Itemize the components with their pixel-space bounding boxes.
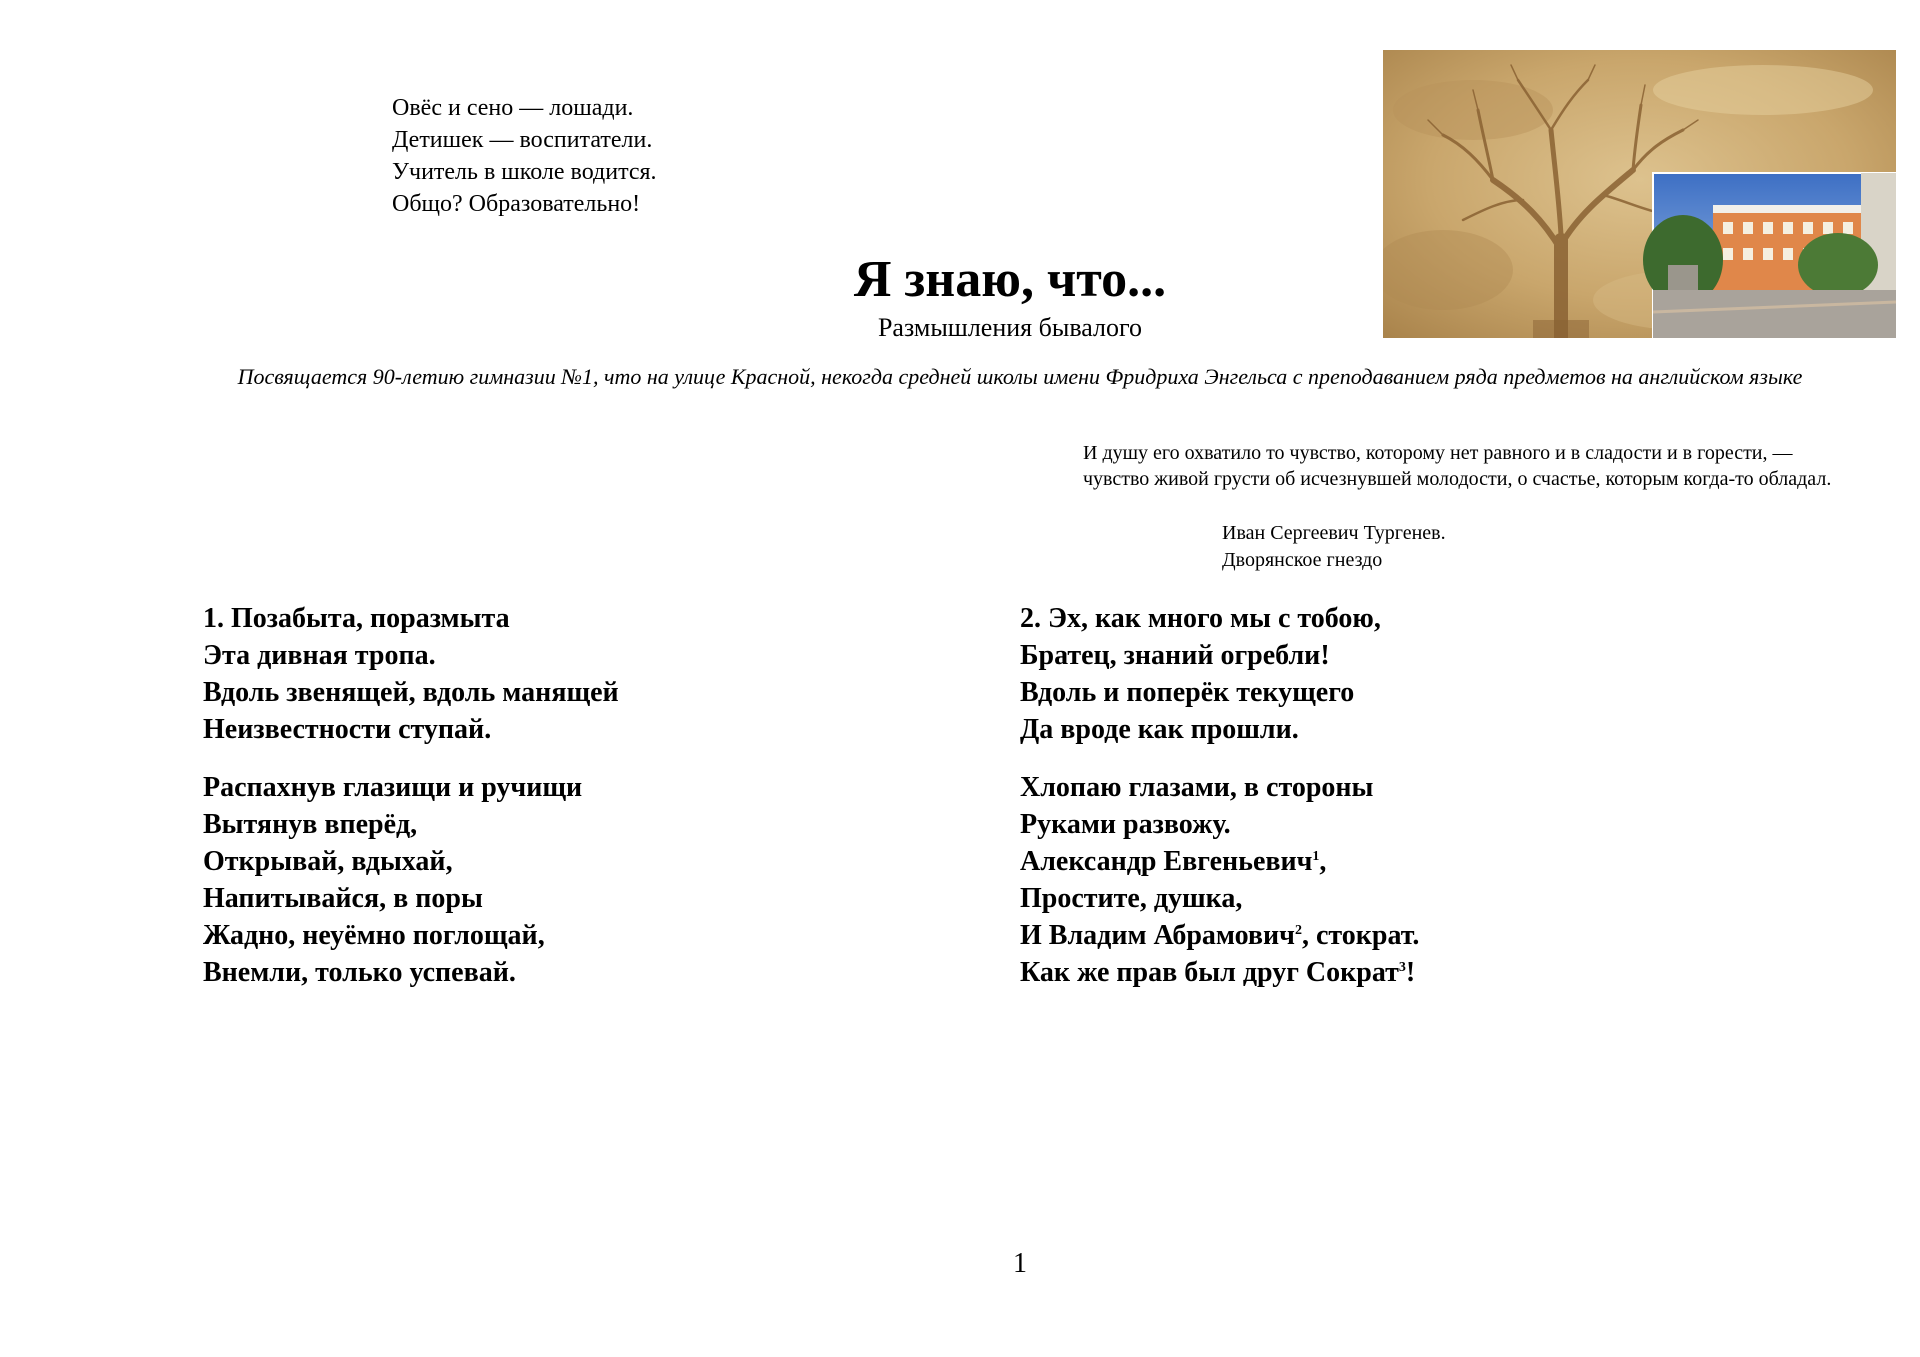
poem-line: Хлопаю глазами, в стороны bbox=[1020, 772, 1374, 803]
epigraph-line: Учитель в школе водится. bbox=[392, 159, 657, 185]
quote-attribution bbox=[1222, 520, 1446, 574]
poem-line bbox=[1020, 843, 1419, 880]
poem-line bbox=[1020, 954, 1419, 991]
poem-line: Открывай, вдыхай, bbox=[203, 846, 453, 877]
stanza bbox=[1020, 769, 1419, 991]
quote-work: Дворянское гнездо bbox=[1222, 549, 1383, 571]
page-title: Я знаю, что... bbox=[853, 251, 1167, 308]
poem-text: Александр Евгеньевич bbox=[1020, 846, 1313, 877]
stanza bbox=[203, 600, 619, 748]
poem-line: Вытянув вперёд, bbox=[203, 809, 418, 840]
poem-text: , bbox=[1319, 846, 1327, 877]
header-collage-image bbox=[1383, 50, 1896, 338]
epigraph-top bbox=[392, 92, 657, 220]
page-number: 1 bbox=[1013, 1248, 1027, 1279]
poem-text: Как же прав был друг Сократ bbox=[1020, 957, 1399, 988]
epigraph-line: Овёс и сено — лошади. bbox=[392, 95, 634, 121]
poem-line: Распахнув глазищи и ручищи bbox=[203, 772, 583, 803]
poem-text: И Владим Абрамович bbox=[1020, 920, 1295, 951]
footnote-marker: 1 bbox=[1312, 849, 1320, 864]
dedication: Посвящается 90-летию гимназии №1, что на улице Красной, некогда средней школы имени Фридриха Энгельса с преподаванием ряда предметов на английском языке bbox=[237, 364, 1803, 389]
epigraph-line: Общо? Образовательно! bbox=[392, 191, 641, 217]
poem-line: Простите, душка, bbox=[1020, 883, 1243, 914]
stanza bbox=[1020, 600, 1419, 748]
poem-line: Да вроде как прошли. bbox=[1020, 714, 1299, 745]
footnote-marker: 3 bbox=[1398, 960, 1406, 975]
poem-part-1 bbox=[203, 600, 619, 1012]
quote-author: Иван Сергеевич Тургенев. bbox=[1222, 522, 1446, 544]
poem-line: Неизвестности ступай. bbox=[203, 714, 492, 745]
poem-line: 1. Позабыта, поразмыта bbox=[203, 603, 510, 634]
poem-line: Жадно, неуёмно поглощай, bbox=[203, 920, 545, 951]
poem-line: 2. Эх, как много мы с тобою, bbox=[1020, 603, 1381, 634]
poem-line: Вдоль звенящей, вдоль манящей bbox=[203, 677, 619, 708]
poem-line: Напитывайся, в поры bbox=[203, 883, 483, 914]
page-subtitle: Размышления бывалого bbox=[877, 313, 1143, 342]
poem-line: Внемли, только успевай. bbox=[203, 957, 516, 988]
poem-line: Вдоль и поперёк текущего bbox=[1020, 677, 1355, 708]
poem-line bbox=[1020, 917, 1419, 954]
poem-line: Эта дивная тропа. bbox=[203, 640, 436, 671]
poem-part-2 bbox=[1020, 600, 1419, 1012]
footnote-marker: 2 bbox=[1294, 923, 1302, 938]
turgenev-quote: И душу его охватило то чувство, которому нет равного и в сладости и в горести, — чувство живой грусти об исчезнувшей молодости, о счастье, которым когда-то обладал. bbox=[1083, 442, 1832, 490]
epigraph-line: Детишек — воспитатели. bbox=[392, 127, 653, 153]
stanza bbox=[203, 769, 619, 991]
poem-line: Братец, знаний огребли! bbox=[1020, 640, 1330, 671]
poem-text: , стократ. bbox=[1301, 920, 1420, 951]
poem-line: Руками развожу. bbox=[1020, 809, 1231, 840]
poem-text: ! bbox=[1405, 957, 1416, 988]
